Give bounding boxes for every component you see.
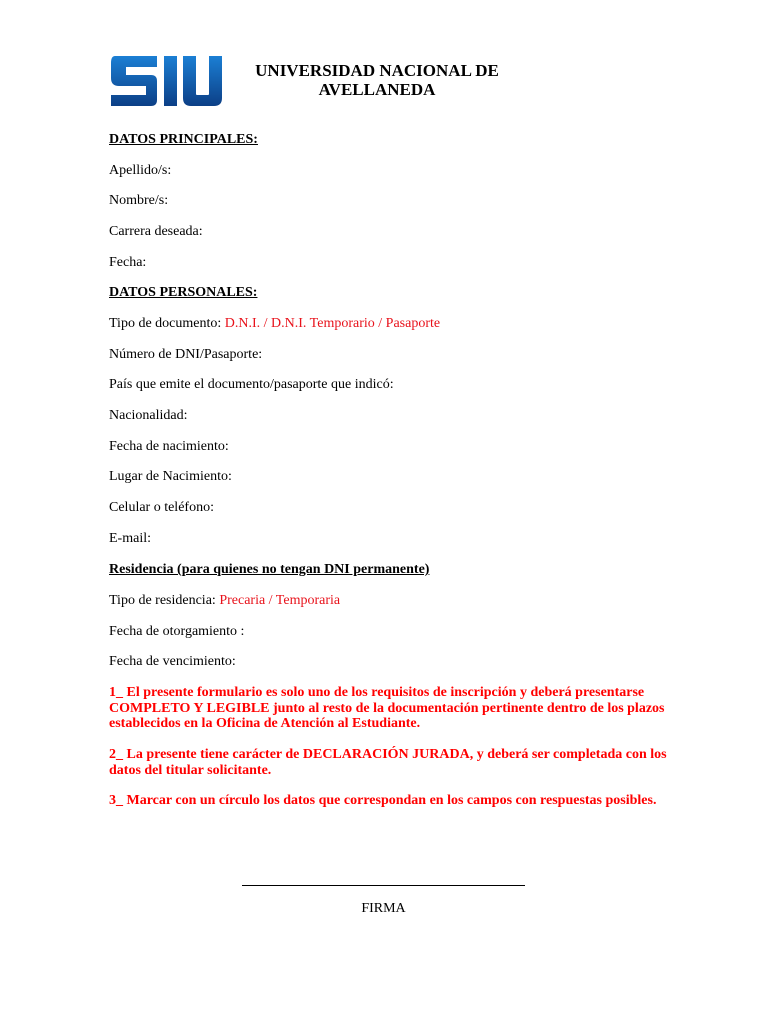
- field-apellido: Apellido/s:: [109, 163, 172, 178]
- tipo-residencia-options: Precaria / Temporaria: [219, 593, 341, 608]
- field-numero-documento: Número de DNI/Pasaporte:: [109, 347, 263, 362]
- field-lugar-nacimiento: Lugar de Nacimiento:: [109, 469, 232, 484]
- field-fecha-vencimiento: Fecha de vencimiento:: [109, 654, 236, 669]
- field-nacionalidad: Nacionalidad:: [109, 408, 188, 423]
- tipo-residencia-label: Tipo de residencia:: [109, 593, 216, 608]
- note-1: 1_ El presente formulario es solo uno de los requisitos de inscripción y deberá presentarse COMPLETO Y LEGIBLE junto al resto de la documentación pertinente dentro de los plazos establecidos en la Oficina de Atención al Estudiante.: [109, 685, 665, 731]
- university-title: UNIVERSIDAD NACIONAL DE AVELLANEDA: [255, 61, 499, 99]
- siu-logo: [109, 54, 223, 108]
- field-pais-emisor: País que emite el documento/pasaporte que indicó:: [109, 377, 394, 392]
- signature-line: [242, 885, 525, 886]
- field-tipo-documento: [109, 316, 440, 332]
- note-2: 2_ La presente tiene carácter de DECLARACIÓN JURADA, y deberá ser completada con los datos del titular solicitante.: [109, 747, 667, 778]
- note-3: 3_ Marcar con un círculo los datos que correspondan en los campos con respuestas posibles.: [109, 793, 657, 808]
- tipo-documento-label: Tipo de documento:: [109, 316, 222, 331]
- field-email: E-mail:: [109, 531, 151, 546]
- signature-label: FIRMA: [361, 901, 406, 916]
- field-carrera: Carrera deseada:: [109, 224, 203, 239]
- field-celular: Celular o teléfono:: [109, 500, 214, 515]
- section-datos-principales: DATOS PRINCIPALES:: [109, 132, 258, 147]
- section-datos-personales: DATOS PERSONALES:: [109, 285, 258, 300]
- field-fecha-nacimiento: Fecha de nacimiento:: [109, 439, 229, 454]
- field-nombre: Nombre/s:: [109, 193, 169, 208]
- section-residencia: Residencia (para quienes no tengan DNI permanente): [109, 562, 430, 577]
- field-tipo-residencia: [109, 593, 340, 609]
- field-fecha: Fecha:: [109, 255, 147, 270]
- field-fecha-otorgamiento: Fecha de otorgamiento :: [109, 624, 245, 639]
- tipo-documento-options: D.N.I. / D.N.I. Temporario / Pasaporte: [224, 316, 441, 331]
